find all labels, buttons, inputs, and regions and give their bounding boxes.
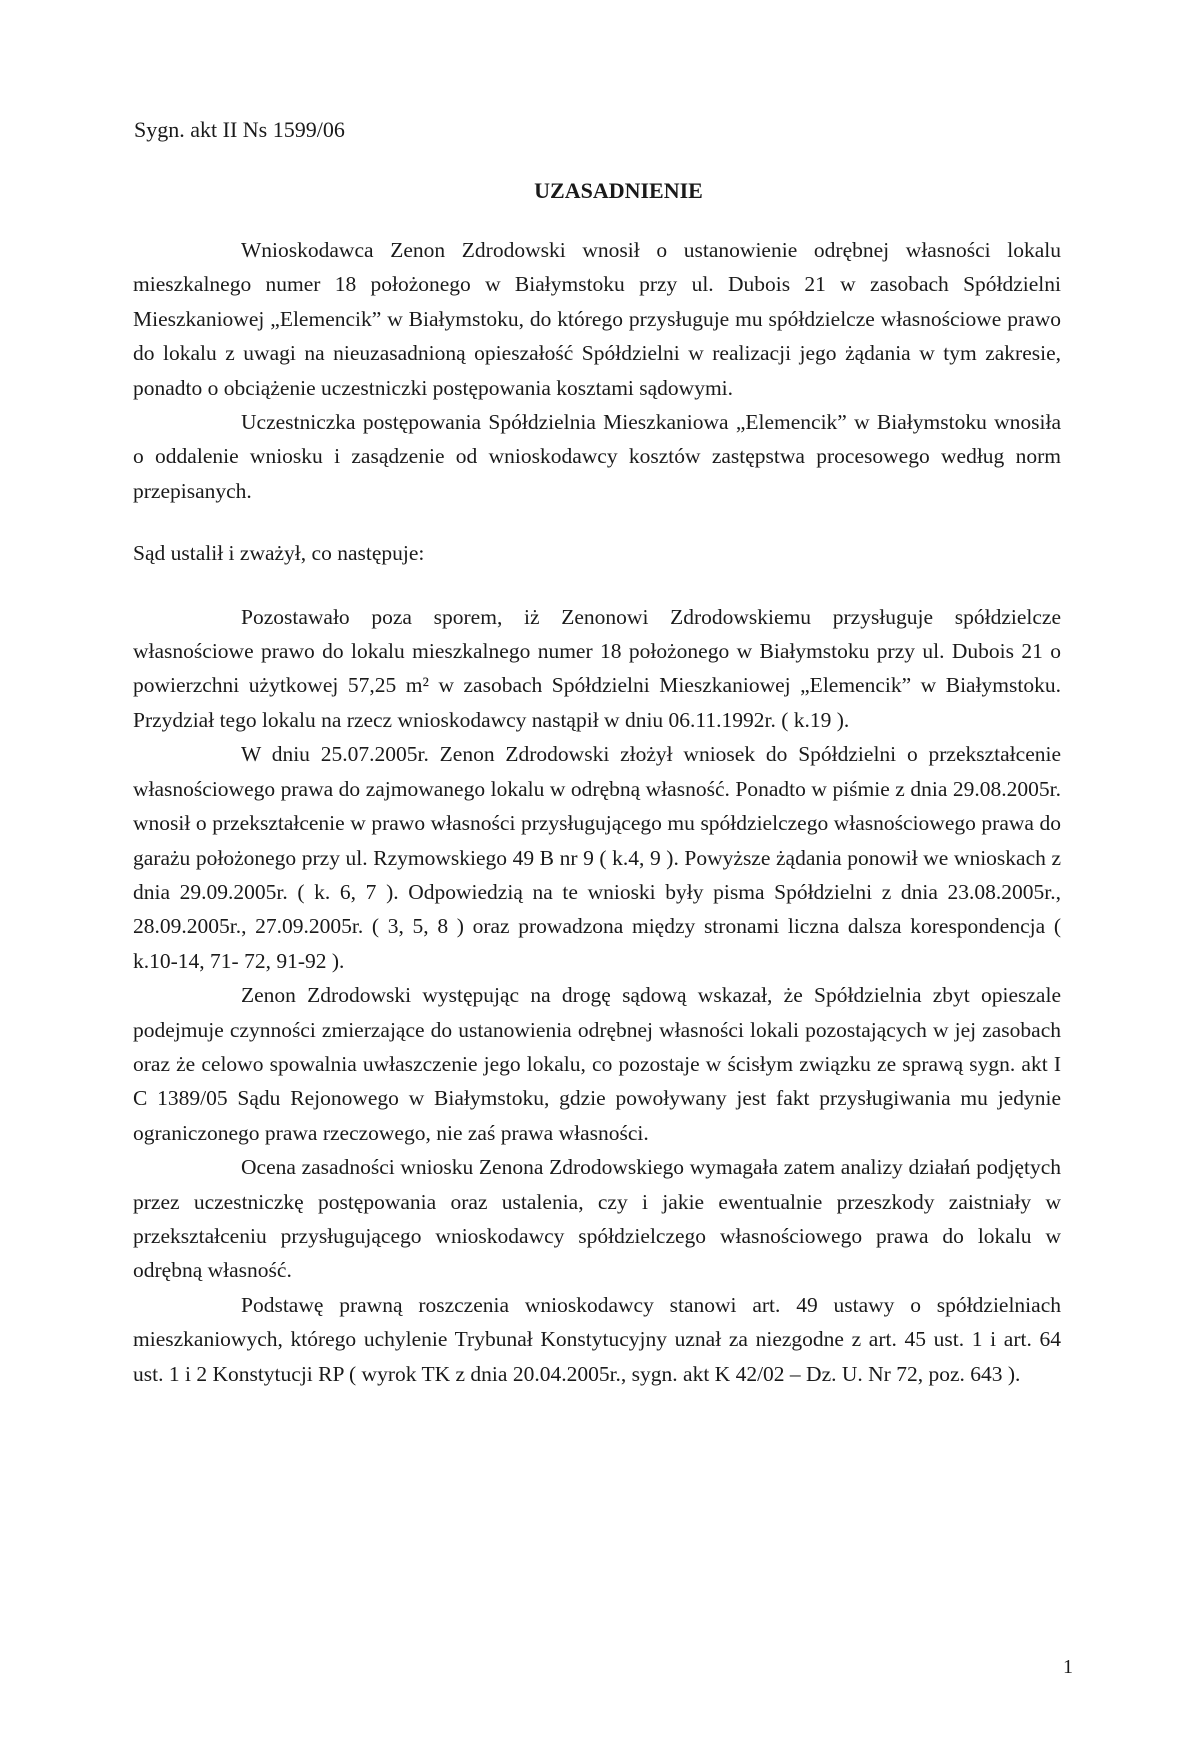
paragraph-main-1: Pozostawało poza sporem, iż Zenonowi Zdrodowskiemu przysługuje spółdzielcze własnościowe prawo do lokalu mieszkalnego numer 18 położonego w Białymstoku przy ul. Dubois 21 o powierzchni użytkowej 57,25 m² w zasobach Spółdzielni Mieszkaniowej „Elemencik” w Białymstoku. Przydział tego lokalu na rzecz wnioskodawcy nastąpił w dniu 06.11.1992r. ( k.19 ).: [133, 604, 1061, 732]
paragraph-main-2: W dniu 25.07.2005r. Zenon Zdrodowski złożył wniosek do Spółdzielni o przekształcenie własnościowego prawa do zajmowanego lokalu w odrębną własność. Ponadto w piśmie z dnia 29.08.2005r. wnosił o przekształcenie w prawo własności przysługującego mu spółdzielczego własnościowego prawa do garażu położonego przy ul. Rzymowskiego 49 B nr 9 ( k.4, 9 ). Powyższe żądania ponowił we wnioskach z dnia 29.09.2005r. ( k. 6, 7 ). Odpowiedzią na te wnioski były pisma Spółdzielni z dnia 23.08.2005r., 28.09.2005r., 27.09.2005r. ( 3, 5, 8 ) oraz prowadzona między stronami liczna dalsza korespondencja ( k.10-14, 71- 72, 91-92 ).: [133, 742, 1061, 973]
paragraph-intro-2: Uczestniczka postępowania Spółdzielnia Mieszkaniowa „Elemencik” w Białymstoku wnosiła o oddalenie wniosku i zasądzenie od wnioskodawcy kosztów zastępstwa procesowego według norm przepisanych.: [133, 410, 1061, 503]
document-body: [133, 233, 1061, 1391]
section-heading: Sąd ustalił i zważył, co następuje:: [133, 541, 425, 566]
page-number: 1: [1063, 1656, 1073, 1678]
paragraph-main-5: Podstawę prawną roszczenia wnioskodawcy stanowi art. 49 ustawy o spółdzielniach mieszkaniowych, którego uchylenie Trybunał Konstytucyjny uznał za niezgodne z art. 45 ust. 1 i art. 64 ust. 1 i 2 Konstytucji RP ( wyrok TK z dnia 20.04.2005r., sygn. akt K 42/02 – Dz. U. Nr 72, poz. 643 ).: [133, 1292, 1061, 1386]
paragraph-main-3: Zenon Zdrodowski występując na drogę sądową wskazał, że Spółdzielnia zbyt opieszale podejmuje czynności zmierzające do ustanowienia odrębnej własności lokali pozostających w jej zasobach oraz że celowo spowalnia uwłaszczenie jego lokalu, co pozostaje w ścisłym związku ze sprawą sygn. akt I C 1389/05 Sądu Rejonowego w Białymstoku, gdzie powoływany jest fakt przysługiwania mu jedynie ograniczonego prawa rzeczowego, nie zaś prawa własności.: [133, 983, 1061, 1145]
paragraph-main-4: Ocena zasadności wniosku Zenona Zdrodowskiego wymagała zatem analizy działań podjętych przez uczestniczkę postępowania oraz ustalenia, czy i jakie ewentualnie przeszkody zaistniały w przekształceniu przysługującego wnioskodawcy spółdzielczego własnościowego prawa do lokalu w odrębną własność.: [133, 1155, 1061, 1283]
case-signature: Sygn. akt II Ns 1599/06: [134, 117, 345, 142]
document-title: UZASADNIENIE: [534, 178, 703, 203]
paragraph-intro-1: Wnioskodawca Zenon Zdrodowski wnosił o ustanowienie odrębnej własności lokalu mieszkalnego numer 18 położonego w Białymstoku przy ul. Dubois 21 w zasobach Spółdzielni Mieszkaniowej „Elemencik” w Białymstoku, do którego przysługuje mu spółdzielcze własnościowe prawo do lokalu z uwagi na nieuzasadnioną opieszałość Spółdzielni w realizacji jego żądania w tym zakresie, ponadto o obciążenie uczestniczki postępowania kosztami sądowymi.: [133, 238, 1061, 400]
